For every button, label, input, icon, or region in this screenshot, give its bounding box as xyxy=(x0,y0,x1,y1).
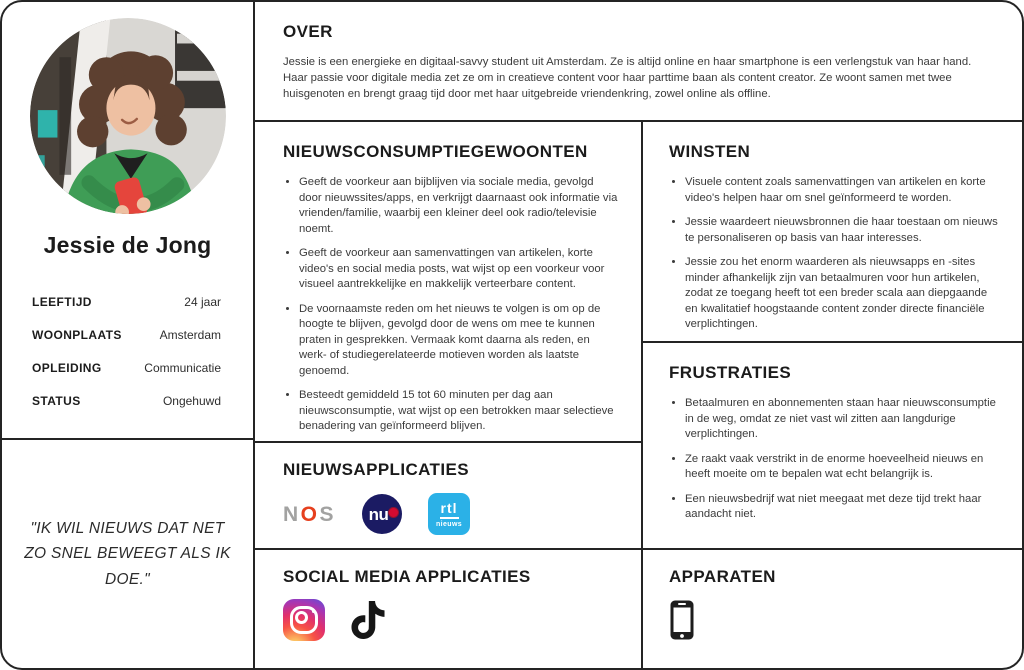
persona-attributes xyxy=(32,295,221,408)
smartphone-icon xyxy=(669,599,695,641)
section-over xyxy=(255,2,1022,122)
list-item: • Besteedt gemiddeld 15 tot 60 minuten per dag aan nieuwsconsumptie, wat wijst op een betrokken maar selectieve benadering van geïnformeerd blijven. xyxy=(299,388,619,435)
nos-letter: S xyxy=(319,502,337,526)
list-item: • Jessie zou het enorm waarderen als nieuwsapps en -sites minder afhankelijk zijn van betaalmuren voor hun artikelen, zodat ze toegang heeft tot een breder scala aan diepgaande en kwalitatief hoogstaande content zonder directe financiële verplichtingen. xyxy=(685,255,1002,333)
instagram-icon-lens xyxy=(295,611,308,624)
list-item: • Een nieuwsbedrijf wat niet meegaat met deze tijd trekt haar aandacht niet. xyxy=(685,492,1002,523)
instagram-icon-dot xyxy=(312,609,316,613)
rtl-logo-subtext: nieuws xyxy=(435,520,463,528)
list-item: • Visuele content zoals samenvattingen van artikelen en korte video's helpen haar om snel geïnformeerd te worden. xyxy=(685,175,1002,206)
social-media-icons xyxy=(283,599,619,641)
section-title-apparaten: APPARATEN xyxy=(669,567,776,586)
section-social-media-applicaties xyxy=(255,550,641,668)
attribute-label: OPLEIDING xyxy=(32,361,102,375)
attribute-row-opleiding xyxy=(32,361,221,375)
winsten-list xyxy=(669,175,1002,333)
rtl-logo-text: rtl xyxy=(440,501,459,519)
content-columns xyxy=(255,122,1022,668)
nu-logo-dot xyxy=(388,507,399,518)
middle-column xyxy=(255,122,643,668)
persona-main xyxy=(255,2,1022,668)
nos-logo xyxy=(283,504,336,525)
tiktok-icon xyxy=(349,599,387,641)
section-title-frustraties: FRUSTRATIES xyxy=(669,363,792,382)
attribute-value: Ongehuwd xyxy=(162,394,221,408)
attribute-label: WOONPLAATS xyxy=(32,328,122,342)
news-app-logos xyxy=(283,493,619,535)
nos-letter: N xyxy=(283,502,301,526)
attribute-label: LEEFTIJD xyxy=(32,295,92,309)
attribute-value: Communicatie xyxy=(144,361,221,375)
rtl-nieuws-logo xyxy=(428,493,470,535)
attribute-row-status xyxy=(32,394,221,408)
nu-nl-logo xyxy=(362,494,402,534)
nos-letter: O xyxy=(300,502,320,526)
section-title-winsten: WINSTEN xyxy=(669,142,751,161)
attribute-value: Amsterdam xyxy=(159,328,221,342)
list-item: • Ze raakt vaak verstrikt in de enorme hoeveelheid nieuws en heeft moeite om te bepalen wat echt belangrijk is. xyxy=(685,452,1002,483)
section-nieuwsconsumptiegewoonten xyxy=(255,122,641,443)
persona-quote-section xyxy=(2,438,253,668)
attribute-row-woonplaats xyxy=(32,328,221,342)
list-item: • De voornaamste reden om het nieuws te volgen is om op de hoogte te blijven, gevolgd door de wens om mee te kunnen praten in gesprekken. Vermaak komt daarna als reden, en werk- of studiegerelateerde motieven worden als laatste genoemd. xyxy=(299,302,619,380)
instagram-icon xyxy=(283,599,325,641)
section-frustraties xyxy=(643,343,1022,550)
list-item: • Betaalmuren en abonnementen staan haar nieuwsconsumptie in de weg, omdat ze niet vast wil zitten aan langdurige verplichtingen. xyxy=(685,396,1002,443)
section-apparaten xyxy=(643,550,1022,668)
gewoonten-list xyxy=(283,175,619,435)
list-item: • Geeft de voorkeur aan bijblijven via sociale media, gevolgd door nieuwssites/apps, en verkrijgt daarnaast ook informatie via vrienden/familie, waarbij een kleiner deel ook radio/televisie noemt. xyxy=(299,175,619,237)
frustraties-list xyxy=(669,396,1002,523)
over-body: Jessie is een energieke en digitaal-savvy student uit Amsterdam. Ze is altijd online en haar smartphone is een verlengstuk van haar hand. Haar passie voor digitale media zet ze om in creatieve content voor haar parttime baan als content creator. Ze woont samen met twee huisgenoten en brengt graag tijd door met haar uitgebreide vriendenkring, zowel online als offline. xyxy=(283,56,972,100)
section-title-gewoonten: NIEUWSCONSUMPTIEGEWOONTEN xyxy=(283,142,588,161)
attribute-row-leeftijd xyxy=(32,295,221,309)
nu-logo-text: nu xyxy=(368,504,389,524)
section-nieuwsapplicaties xyxy=(255,443,641,550)
right-column xyxy=(643,122,1022,668)
section-title-nieuwsapps: NIEUWSAPPLICATIES xyxy=(283,460,469,479)
section-title-over: OVER xyxy=(283,22,333,41)
attribute-value: 24 jaar xyxy=(184,295,221,309)
section-winsten xyxy=(643,122,1022,343)
persona-sidebar xyxy=(2,2,255,668)
list-item: • Geeft de voorkeur aan samenvattingen van artikelen, korte video's en social media posts, wat wijst op een voorkeur voor visueel aantrekkelijke en makkelijk verteerbare content. xyxy=(299,246,619,293)
list-item: • Jessie waardeert nieuwsbronnen die haar toestaan om nieuws te personaliseren op basis van haar interesses. xyxy=(685,215,1002,246)
persona-photo xyxy=(30,18,226,214)
attribute-label: STATUS xyxy=(32,394,81,408)
persona-quote: "IK WIL NIEUWS DAT NET ZO SNEL BEWEEGT ALS IK DOE." xyxy=(24,520,231,588)
persona-photo-illustration xyxy=(30,18,226,214)
persona-name: Jessie de Jong xyxy=(43,232,212,258)
device-icons xyxy=(669,599,1002,641)
section-title-social: SOCIAL MEDIA APPLICATIES xyxy=(283,567,531,586)
